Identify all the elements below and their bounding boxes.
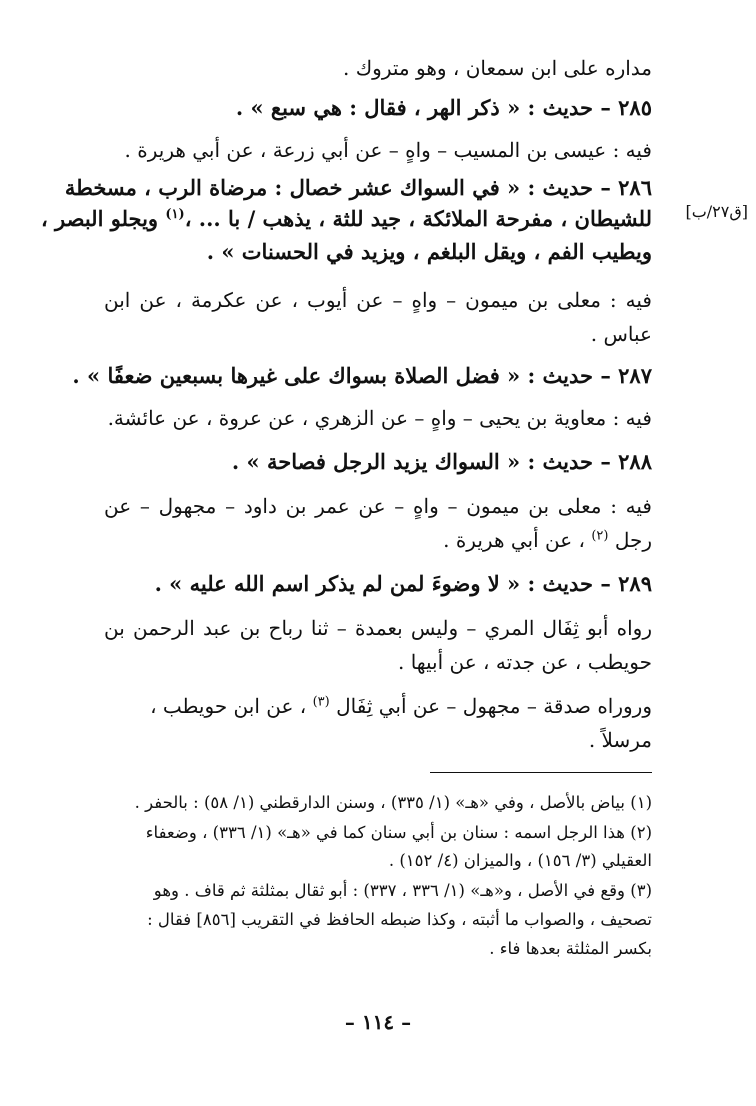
text-fragment: للشيطان ، مفرحة الملائكة ، جيد للثة ، يذهب / با ... ، (184, 206, 652, 231)
footnote-2-cont: العقيلي (٣/ ١٥٦) ، والميزان (٤/ ١٥٢) . (388, 851, 652, 870)
text-line: رواه أبو ثِفَال المري – وليس بعمدة – ثنا رباح بن عبد الرحمن بن (104, 616, 652, 640)
text-fragment: رجل (614, 528, 652, 552)
text-fragment: ، عن أبي هريرة . (443, 528, 585, 552)
text-fragment: ، عن ابن حويطب ، (150, 694, 307, 718)
hadith-heading-285: ٢٨٥ – حديث : « ذكر الهر ، فقال : هي سبع » . (235, 95, 652, 120)
text-line: فيه : معلى بن ميمون – واهٍ – عن عمر بن داود – مجهول – عن (104, 494, 652, 518)
hadith-heading-289: ٢٨٩ – حديث : « لا وضوءَ لمن لم يذكر اسم الله عليه » . (154, 571, 652, 596)
text-line: مداره على ابن سمعان ، وهو متروك . (342, 56, 652, 80)
footnote-3-cont: تصحيف ، والصواب ما أثبته ، وكذا ضبطه الحافظ في التقريب [٨٥٦] فقال : (147, 910, 652, 929)
footnote-3: (٣) وقع في الأصل ، و«هـ» (١/ ٣٣٦ ، ٣٣٧) : أبو ثقال بمثلثة ثم قاف . وهو (153, 881, 652, 900)
text-line: مرسلاً . (588, 728, 652, 752)
page-number: – ١١٤ – (344, 1010, 412, 1034)
manuscript-folio-note: [ق٢٧/ب] (685, 202, 748, 221)
footnote-separator (430, 772, 652, 773)
text-line-with-ref (104, 690, 652, 722)
text-fragment: وروراه صدقة – مجهول – عن أبي ثِفَال (336, 694, 652, 718)
footnote-ref-2: (٢) (591, 528, 609, 544)
text-fragment: ويجلو البصر ، (40, 206, 159, 231)
text-line: فيه : عيسى بن المسيب – واهٍ – عن أبي زرعة ، عن أبي هريرة . (124, 138, 652, 162)
footnote-2: (٢) هذا الرجل اسمه : سنان بن أبي سنان كما في «هـ» (١/ ٣٣٦) ، وضعفاء (145, 823, 652, 842)
text-line: فيه : معاوية بن يحيى – واهٍ – عن الزهري ، عن عروة ، عن عائشة. (107, 406, 652, 430)
footnote-ref-3: (٣) (312, 694, 330, 710)
hadith-heading-287: ٢٨٧ – حديث : « فضل الصلاة بسواك على غيرها بسبعين ضعفًا » . (72, 363, 652, 388)
text-line-with-ref (104, 524, 652, 556)
hadith-heading-286-line2 (40, 203, 652, 235)
text-line: فيه : معلى بن ميمون – واهٍ – عن أيوب ، عن عكرمة ، عن ابن (104, 288, 652, 312)
hadith-heading-288: ٢٨٨ – حديث : « السواك يزيد الرجل فصاحة » . (231, 449, 652, 474)
text-line: حويطب ، عن جدته ، عن أبيها . (397, 650, 652, 674)
footnote-3-cont: بكسر المثلثة بعدها فاء . (489, 939, 652, 958)
footnote-ref-1: (١) (165, 207, 185, 222)
text-line: عباس . (590, 322, 652, 346)
footnote-1: (١) بياض بالأصل ، وفي «هـ» (١/ ٣٣٥) ، وسنن الدارقطني (١/ ٥٨) : بالحفر . (134, 793, 652, 812)
hadith-heading-286-line3: ويطيب الفم ، ويقل البلغم ، ويزيد في الحسنات » . (206, 239, 652, 264)
hadith-heading-286: ٢٨٦ – حديث : « في السواك عشر خصال : مرضاة الرب ، مسخطة (64, 175, 652, 200)
